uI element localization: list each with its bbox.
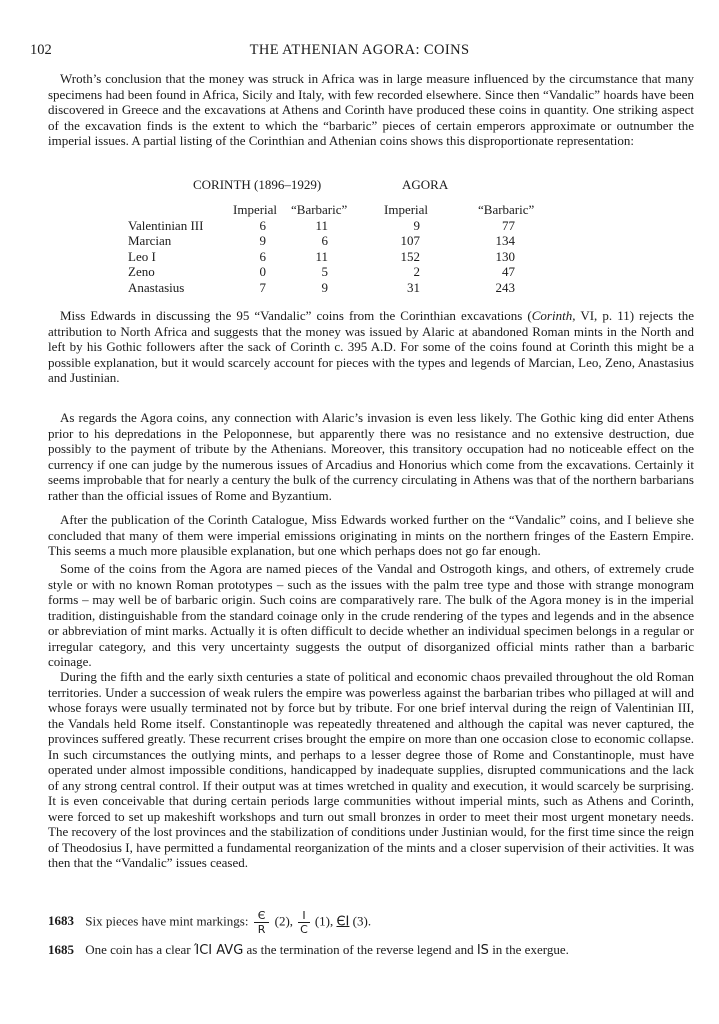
mint-mark-bottom: C — [300, 923, 308, 936]
table-cell: 77 — [502, 218, 515, 233]
mint-mark-underlined: ЄΙ — [336, 914, 350, 930]
mint-mark-count: (3). — [352, 913, 372, 929]
note-text: as the termination of the reverse legend and — [246, 942, 474, 957]
coin-comparison-table — [0, 177, 719, 297]
table-cell: 47 — [502, 264, 515, 280]
table-col-header: Imperial — [233, 202, 278, 217]
table-cell: 9 — [321, 279, 328, 295]
table-row-label: Leo I — [128, 248, 156, 264]
paragraph-intro: Wroth’s conclusion that the money was struck in Africa was in large measure influenced by the circumstance that many specimens had been found in Africa, Sicily and Italy, with few recorded elsewhere. Since then “Vandalic” hoards have been discovered in Greece and the excavations at Athens and Corinth have produced these coins in quantity. One striking aspect of the excavation finds is the extent to which the “barbaric” pieces of certain emperors approximate or outnumber the imperial issues. A partial listing of the Corinthian and Athenian coins shows this disproportionate representation: — [48, 71, 694, 148]
table-col-header: “Barbaric” — [478, 202, 535, 217]
note-text: in the exergue. — [492, 942, 569, 957]
mint-mark-top: Ι — [298, 910, 309, 923]
note-1683 — [48, 910, 371, 935]
paragraph-agora-coins: As regards the Agora coins, any connection with Alaric’s invasion is even less likely. The Gothic king did enter Athens prior to his depredations in the Peloponnese, but apparently there was no resistance and no extensive destruction, due possibly to the payment of tribute by the Athenians. Moreover, this transitory occupation had no noticeable effect on the currency if one can judge by the numerous issues of Arcadius and Honorius which come from the excavations. Certainly it seems improbable that for nearly a century the bulk of the currency circulating in Athens was that of the northern barbarians rather than the official issues of Rome and Byzantium. — [48, 410, 694, 503]
table-cell: 6 — [259, 218, 266, 233]
table-row-label: Valentinian III — [128, 218, 204, 233]
exergue-mark: ΙS — [476, 943, 489, 958]
running-head — [30, 40, 689, 60]
paragraph-vandal-ostrogoth: Some of the coins from the Agora are named pieces of the Vandal and Ostrogoth kings, and others, of extremely crude style or with no known Roman prototypes – such as the issues with the palm tree type and those with strange monogram forms – may well be of barbaric origin. Such coins are comparatively rare. The bulk of the Agora money is in the imperial tradition, distinguishable from the standard coinage only in the crude rendering of the types and legends and in the absence or abbreviation of mint marks. Actually it is often difficult to decide whether an individual specimen belongs in a regular or irregular category, and this very uncertainty suggests the output of disorganized official mints rather than a barbaric coinage. — [48, 561, 694, 669]
paragraph-edwards-text-cont: VI, p. 11) rejects the attribution to North Africa and suggests that the money was issued by Alaric at abandoned Roman mints in the North and left by his Gothic followers after the sack of Corinth c. 395 A.D. For some of the coins found at Corinth this might be a possible explanation, but it would scarcely account for pieces with the types and legends of Marcian, Leo, Zeno, Anastasius and Justinian. — [48, 308, 694, 385]
table-cell: 243 — [495, 279, 515, 295]
table-row-label: Marcian — [128, 233, 172, 249]
table-group-agora: AGORA — [402, 177, 449, 192]
table-row-label: Zeno — [128, 264, 155, 280]
table-cell: 7 — [259, 279, 266, 295]
mint-mark-bottom: R — [257, 923, 266, 936]
note-text: Six pieces have mint markings: — [85, 913, 249, 929]
mint-mark-fraction — [298, 910, 309, 935]
table-cell: 5 — [321, 264, 328, 280]
table-cell: 130 — [495, 248, 515, 264]
paragraph-edwards-text: Miss Edwards in discussing the 95 “Vandalic” coins from the Corinthian excavations ( — [60, 308, 532, 323]
note-1685 — [48, 942, 569, 959]
page-number: 102 — [30, 42, 52, 58]
paragraph-fifth-century: During the fifth and the early sixth centuries a state of political and economic chaos prevailed throughout the old Roman territories. Under a succession of weak rulers the empire was powerless against the barbarian tribes who pillaged at will and whose forays were usually terminated not by force but by tribute. For one brief interval during the reign of Valentinian III, the Vandals held Rome itself. Constantinople was repeatedly threatened and although the capital was never captured, the provinces suffered greatly. These recurrent crises brought the empire on more than one occasion close to economic collapse. In such circumstances the outlying mints, and perhaps to a lesser degree those of Rome and Constantinople, must have operated under almost impossible conditions, handicapped by inadequate supplies, disrupted communications and the lack of any strong central control. If their output was at times wretched in quality and execution, it would scarcely be surprising. It is even conceivable that during certain periods large communities without imperial mints, such as Athens and Corinth, were forced to set up makeshift workshops and turn out small bronzes in order to meet their most urgent monetary needs. The recovery of the lost provinces and the stabilization of conditions under Justinian would, for the first time since the reign of Theodosius I, have permitted a fundamental reorganization of the mints and a closer supervision of their activities. It was then that the “Vandalic” issues ceased. — [48, 669, 694, 870]
mint-mark-count: (1), — [314, 913, 334, 929]
table-cell: 11 — [315, 218, 328, 233]
table-cell: 2 — [413, 264, 420, 280]
table-row-label: Anastasius — [128, 279, 185, 295]
table-col-header: “Barbaric” — [291, 202, 348, 217]
table-cell: 11 — [315, 248, 328, 264]
reverse-legend-ending: ΊCI AVG — [193, 943, 244, 958]
paragraph-corinth-catalogue: After the publication of the Corinth Catalogue, Miss Edwards worked further on the “Vandalic” coins, and I believe she concluded that many of them were imperial emissions originating in mints on the northern fringes of the Eastern Empire. This seems a much more plausible explanation, but one which perhaps does not go far enough. — [48, 512, 694, 558]
table-cell: 6 — [259, 248, 266, 264]
note-number: 1683 — [48, 913, 74, 929]
table-group-corinth: CORINTH (1896–1929) — [193, 177, 322, 192]
note-number: 1685 — [48, 942, 74, 957]
corinth-citation: Corinth, — [531, 308, 576, 323]
mint-mark-fraction — [254, 910, 270, 935]
table-col-header: Imperial — [384, 202, 429, 217]
paragraph-edwards — [48, 308, 694, 386]
table-cell: 31 — [407, 279, 420, 295]
table-cell: 9 — [413, 218, 420, 233]
mint-mark-top: Є — [254, 910, 270, 923]
running-title: THE ATHENIAN AGORA: COINS — [249, 42, 470, 58]
table-cell: 0 — [259, 264, 266, 280]
note-text: One coin has a clear — [85, 942, 191, 957]
table-cell: 152 — [400, 248, 420, 264]
table-cell: 9 — [259, 233, 266, 249]
table-cell: 134 — [495, 233, 515, 249]
mint-mark-count: (2), — [274, 913, 294, 929]
table-cell: 6 — [321, 233, 328, 249]
table-cell: 107 — [400, 233, 420, 249]
